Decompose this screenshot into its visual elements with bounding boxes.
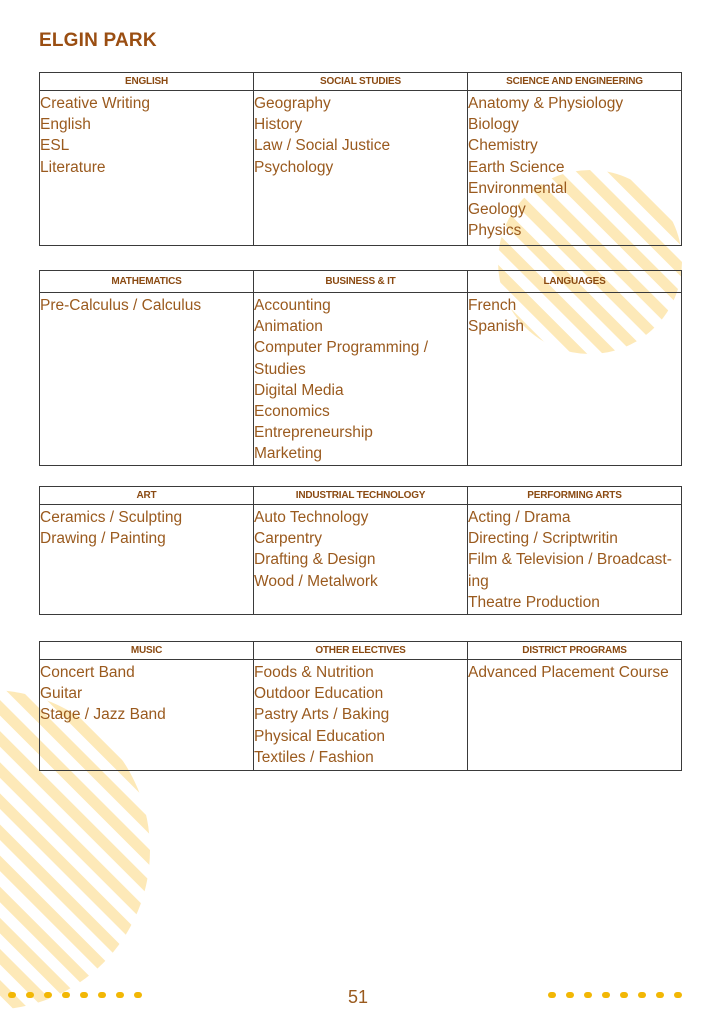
course-table-2 bbox=[39, 270, 682, 466]
course-item: Guitar bbox=[40, 685, 83, 703]
column-header: OTHER ELECTIVES bbox=[254, 642, 468, 660]
page-title: ELGIN PARK bbox=[39, 30, 157, 51]
course-item: Biology bbox=[468, 116, 519, 134]
course-item: Outdoor Education bbox=[254, 685, 384, 703]
column-header: MATHEMATICS bbox=[40, 271, 254, 293]
course-item: Psychology bbox=[254, 158, 334, 176]
column-header: INDUSTRIAL TECHNOLOGY bbox=[254, 487, 468, 505]
column-header: SOCIAL STUDIES bbox=[254, 73, 468, 91]
course-list-cell bbox=[468, 91, 682, 246]
course-item: Marketing bbox=[254, 445, 323, 463]
course-list-cell bbox=[254, 91, 468, 246]
course-list-cell bbox=[468, 293, 682, 466]
course-item: Film & Television / Broadcast-ing bbox=[468, 551, 672, 590]
course-item: History bbox=[254, 116, 303, 134]
column-header: LANGUAGES bbox=[468, 271, 682, 293]
course-item: Concert Band bbox=[40, 664, 135, 681]
course-item: Computer Programming / Studies bbox=[254, 339, 429, 378]
course-item: Auto Technology bbox=[254, 509, 369, 526]
page-number: 51 bbox=[347, 987, 369, 1007]
course-item: Directing / Scriptwritin bbox=[468, 530, 618, 548]
column-header: PERFORMING ARTS bbox=[468, 487, 682, 505]
course-item: Carpentry bbox=[254, 530, 323, 548]
course-item: Spanish bbox=[468, 318, 525, 336]
column-header: ART bbox=[40, 487, 254, 505]
course-item: Physics bbox=[468, 222, 522, 240]
course-item: Literature bbox=[40, 158, 106, 176]
course-list-cell bbox=[254, 660, 468, 771]
course-list-cell bbox=[254, 293, 468, 466]
course-item: Entrepreneurship bbox=[254, 424, 373, 442]
course-item: Acting / Drama bbox=[468, 509, 571, 526]
course-list-cell bbox=[40, 293, 254, 466]
course-item: Anatomy & Physiology bbox=[468, 95, 624, 112]
column-header: DISTRICT PROGRAMS bbox=[468, 642, 682, 660]
course-item: Pre-Calculus / Calculus bbox=[40, 297, 202, 314]
dot-row-right bbox=[548, 992, 682, 998]
course-item: Digital Media bbox=[254, 381, 344, 399]
column-header: ENGLISH bbox=[40, 73, 254, 91]
course-table-1 bbox=[39, 72, 682, 246]
course-item: French bbox=[468, 297, 517, 314]
column-header: SCIENCE AND ENGINEERING bbox=[468, 73, 682, 91]
course-item: Pastry Arts / Baking bbox=[254, 706, 390, 724]
course-item: Ceramics / Sculpting bbox=[40, 509, 183, 526]
course-list-cell bbox=[468, 660, 682, 771]
course-list-cell bbox=[40, 91, 254, 246]
course-item: Advanced Placement Course bbox=[468, 664, 669, 681]
course-table-3 bbox=[39, 486, 682, 615]
course-item: Textiles / Fashion bbox=[254, 748, 374, 766]
course-list-cell bbox=[468, 505, 682, 615]
course-item: Foods & Nutrition bbox=[254, 664, 374, 681]
course-item: English bbox=[40, 116, 91, 134]
course-item: ESL bbox=[40, 137, 70, 155]
course-item: Geography bbox=[254, 95, 331, 112]
course-item: Wood / Metalwork bbox=[254, 572, 378, 590]
column-header: BUSINESS & IT bbox=[254, 271, 468, 293]
course-item: Animation bbox=[254, 318, 323, 336]
course-list-cell bbox=[40, 660, 254, 771]
course-item: Economics bbox=[254, 403, 330, 421]
course-item: Geology bbox=[468, 201, 526, 219]
course-item: Chemistry bbox=[468, 137, 538, 155]
course-item: Earth Science bbox=[468, 158, 565, 176]
course-item: Drafting & Design bbox=[254, 551, 376, 569]
column-header: MUSIC bbox=[40, 642, 254, 660]
course-table-4 bbox=[39, 641, 682, 771]
course-item: Law / Social Justice bbox=[254, 137, 391, 155]
course-list-cell bbox=[254, 505, 468, 615]
course-item: Theatre Production bbox=[468, 593, 600, 611]
course-item: Drawing / Painting bbox=[40, 530, 166, 548]
course-item: Environmental bbox=[468, 179, 568, 197]
course-list-cell bbox=[40, 505, 254, 615]
course-item: Creative Writing bbox=[40, 95, 150, 112]
course-item: Accounting bbox=[254, 297, 331, 314]
course-item: Physical Education bbox=[254, 727, 385, 745]
course-item: Stage / Jazz Band bbox=[40, 706, 166, 724]
